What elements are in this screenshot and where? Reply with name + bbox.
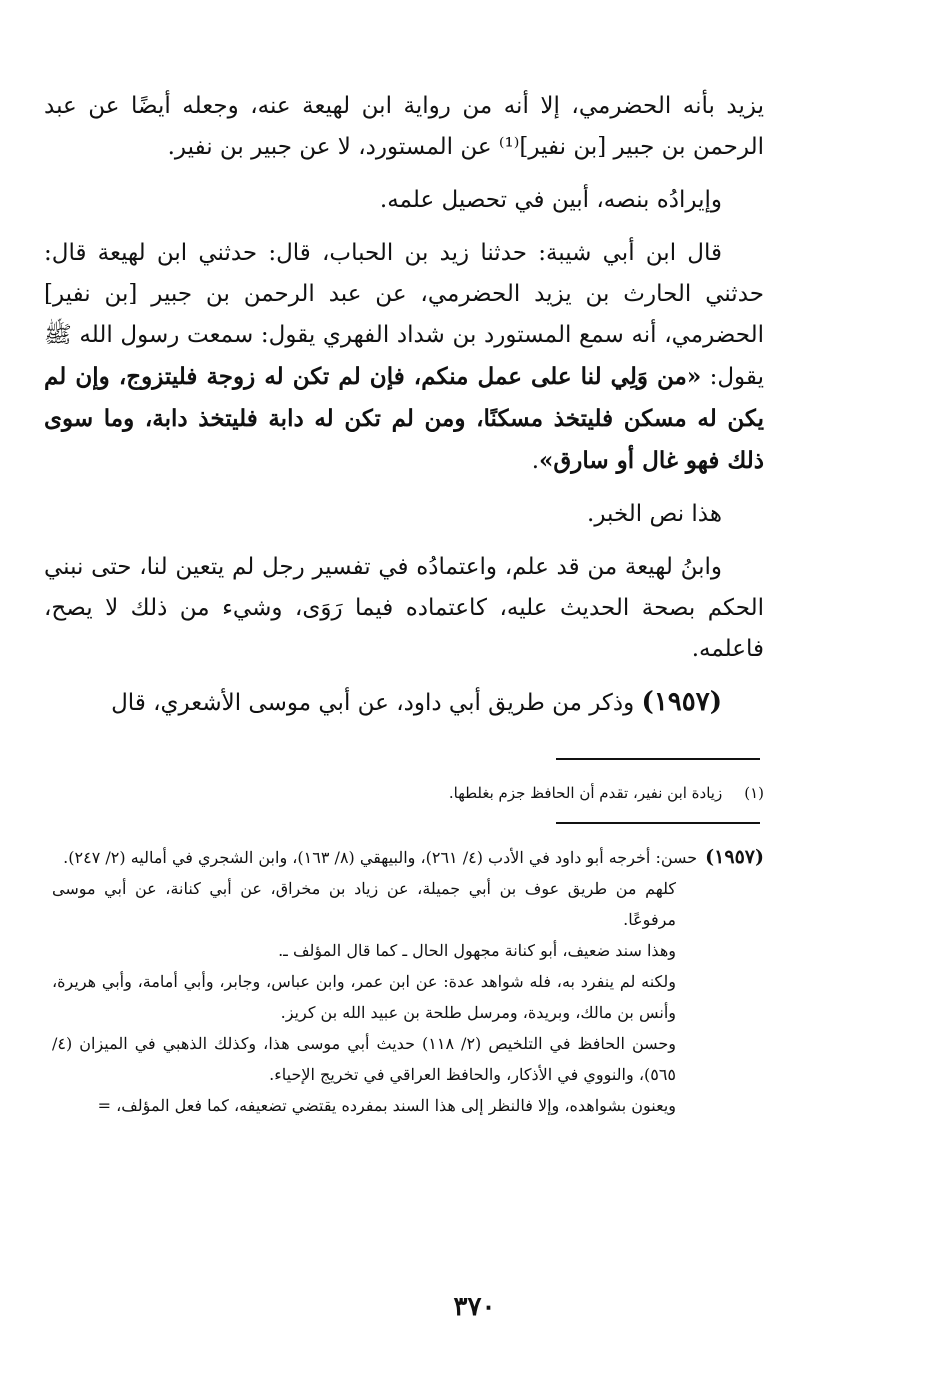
takhrij-section [52, 842, 764, 1121]
paragraph-6-text: وذكر من طريق أبي داود، عن أبي موسى الأشعري، قال [111, 690, 642, 716]
hadith-quote: «من وَلِي لنا على عمل منكم، فإن لم تكن له زوجة فليتزوج، وإن لم يكن له مسكن فليتخذ مسكنًا، ومن لم تكن له دابة فليتخذ دابة، وما سوى ذلك فهو غال أو سارق» [44, 363, 764, 474]
main-text [44, 86, 764, 724]
footnote-1 [44, 780, 764, 806]
hadith-number: (١٩٥٧) [641, 687, 722, 717]
page-number: ٣٧٠ [453, 1292, 496, 1322]
footnote-mark: (١) [744, 784, 764, 802]
takhrij-number: (١٩٥٧) [705, 846, 764, 868]
footnote-text: زيادة ابن نفير، تقدم أن الحافظ جزم بغلطها. [448, 784, 723, 802]
takhrij-line-3: وهذا سند ضعيف، أبو كنانة مجهول الحال ـ كما قال المؤلف ـ. [278, 941, 676, 960]
takhrij-line-2: كلهم من طريق عوف بن أبي جميلة، عن زياد بن مخراق، عن أبي كنانة، عن أبي موسى مرفوعًا. [52, 879, 676, 929]
paragraph-2: وإيرادُه بنصه، أبين في تحصيل علمه. [379, 187, 722, 213]
takhrij-line-4: ولكنه لم ينفرد به، فله شواهد عدة: عن ابن عمر، وابن عباس، وجابر، وأبي أمامة، وأبي هريرة، وأنس بن مالك، وبريدة، ومرسل طلحة بن عبيد الله بن كريز. [52, 972, 676, 1022]
takhrij-line-6: ويعنون بشواهده، وإلا فالنظر إلى هذا السند بمفرده يقتضي تضعيفه، كما فعل المؤلف، = [97, 1096, 676, 1115]
paragraph-6 [44, 682, 764, 724]
takhrij-divider [556, 822, 760, 824]
paragraph-3-end: . [531, 448, 539, 474]
paragraph-3 [44, 233, 764, 482]
takhrij-line-1-text: حسن: أخرجه أبو داود في الأدب (٤/ ٢٦١)، والبيهقي (٨/ ١٦٣)، وابن الشجري في أماليه (٢/ ٢٤٧). [63, 848, 698, 867]
takhrij-line-5: وحسن الحافظ في التلخيص (٢/ ١١٨) حديث أبي موسى هذا، وكذلك الذهبي في الميزان (٤/ ٥٦٥)، والنووي في الأذكار، والحافظ العراقي في تخريج الإحياء. [52, 1034, 677, 1084]
paragraph-3-text: قال ابن أبي شيبة: حدثنا زيد بن الحباب، قال: حدثني ابن لهيعة قال: حدثني الحارث بن يزيد الحضرمي، عن عبد الرحمن بن جبير [بن نفير] الحضرمي، أنه سمع المستورد بن شداد الفهري يقول: سمعت رسول الله ﷺ يقول: [44, 240, 764, 390]
takhrij-line-1 [52, 842, 764, 873]
paragraph-5: وابنُ لهيعة من قد علم، واعتمادُه في تفسير رجل لم يتعين لنا، حتى نبني الحكم بصحة الحديث عليه، كاعتماده فيما رَوَى، وشيء من ذلك لا يصح، فاعلمه. [44, 554, 764, 662]
footnote-divider [556, 758, 760, 760]
paragraph-4: هذا نص الخبر. [587, 501, 722, 527]
paragraph-1: يزيد بأنه الحضرمي، إلا أنه من رواية ابن لهيعة عنه، وجعله أيضًا عن عبد الرحمن بن جبير [بن نفير]⁽¹⁾ عن المستورد، لا عن جبير بن نفير. [44, 93, 764, 160]
